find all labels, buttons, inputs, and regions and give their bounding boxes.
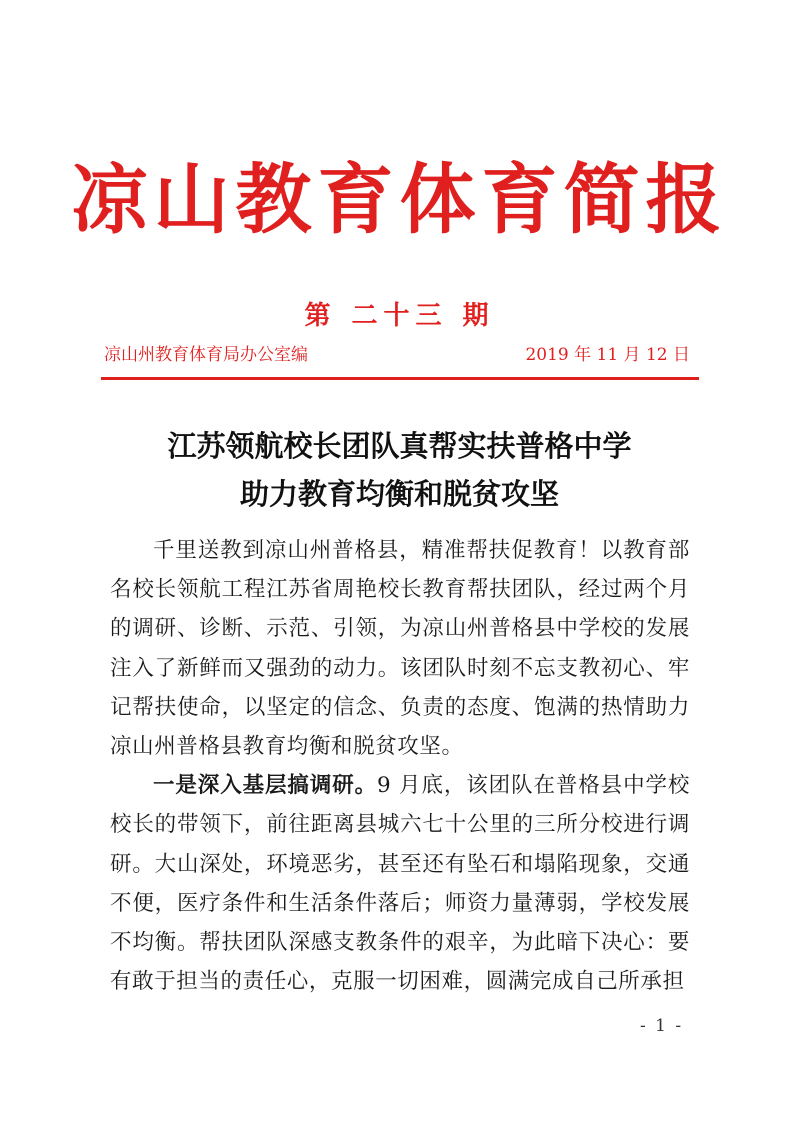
article-paragraph-2: [110, 766, 690, 1001]
newsletter-masthead-title: 凉山教育体育简报: [71, 155, 728, 244]
article-paragraph-1: 千里送教到凉山州普格县，精准帮扶促教育！以教育部名校长领航工程江苏省周艳校长教育帮扶团队，经过两个月的调研、诊断、示范、引领，为凉山州普格县中学校的发展注入了新鲜而又强劲的动力。该团队时刻不忘支教初心、牢记帮扶使命，以坚定的信念、负责的态度、饱满的热情助力凉山州普格县教育均衡和脱贫攻坚。: [110, 538, 690, 760]
paragraph-lead-heading: 一是深入基层搞调研。: [153, 773, 378, 799]
article-headline-line2: 助力教育均衡和脱贫攻坚: [239, 477, 559, 511]
editor-office: 凉山州教育体育局办公室编: [104, 345, 308, 365]
page-number: - 1 -: [640, 1016, 684, 1036]
article-body: [110, 531, 690, 1001]
article-headline-line1: 江苏领航校长团队真帮实扶普格中学: [167, 429, 632, 463]
publish-date: 2019 年 11 月 12 日: [525, 345, 690, 365]
paragraph-2-body: 9 月底，该团队在普格县中学校校长的带领下，前往距离县城六七十公里的三所分校进行调研。大山深处，环境恶劣，甚至还有坠石和塌陷现象，交通不便，医疗条件和生活条件落后；师资力量薄弱，学校发展不均衡。帮扶团队深感支教条件的艰辛，为此暗下决心：要有敢于担当的责任心，克服一切困难，圆满完成自己所承担: [110, 773, 690, 995]
issue-number: 第 二十三 期: [304, 301, 495, 331]
header-divider: [101, 377, 699, 380]
